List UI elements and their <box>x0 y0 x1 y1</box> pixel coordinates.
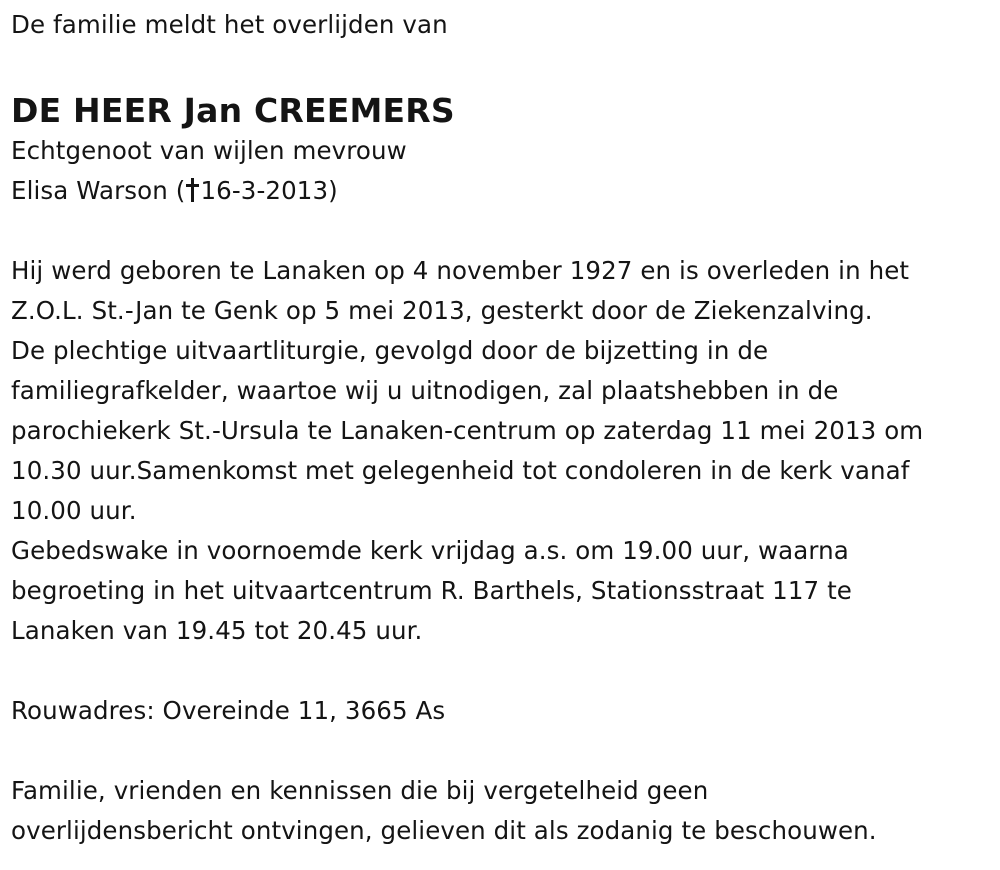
spouse-line-suffix: ) <box>328 176 338 205</box>
cross-icon <box>186 178 199 203</box>
spacer <box>11 651 996 691</box>
spacer <box>11 211 996 251</box>
body-line: Gebedswake in voornoemde kerk vrijdag a.s. om 19.00 uur, waarna <box>11 536 849 565</box>
deceased-name-block <box>11 85 996 131</box>
body-line: Z.O.L. St.-Jan te Genk op 5 mei 2013, gesterkt door de Ziekenzalving. <box>11 296 873 325</box>
spouse-name: Elisa Warson ( <box>11 176 186 205</box>
mourning-address: Rouwadres: Overeinde 11, 3665 As <box>11 696 446 725</box>
body-line: 10.00 uur. <box>11 496 137 525</box>
spacer <box>11 731 996 771</box>
closing-line: overlijdensbericht ontvingen, gelieven dit als zodanig te beschouwen. <box>11 816 877 845</box>
closing-paragraph <box>11 771 996 851</box>
closing-line: Familie, vrienden en kennissen die bij vergetelheid geen <box>11 776 709 805</box>
death-notice <box>11 0 996 851</box>
body-line: Lanaken van 19.45 tot 20.45 uur. <box>11 616 423 645</box>
spouse-line-2 <box>11 171 996 211</box>
body-paragraph <box>11 251 996 651</box>
body-line: begroeting in het uitvaartcentrum R. Barthels, Stationsstraat 117 te <box>11 576 852 605</box>
deceased-name: DE HEER Jan CREEMERS <box>11 91 455 130</box>
spouse-death-date: 16-3-2013 <box>200 176 329 205</box>
intro-text: De familie meldt het overlijden van <box>11 10 448 39</box>
body-line: parochiekerk St.-Ursula te Lanaken-centrum op zaterdag 11 mei 2013 om <box>11 416 924 445</box>
spouse-line-1: Echtgenoot van wijlen mevrouw <box>11 136 407 165</box>
body-line: De plechtige uitvaartliturgie, gevolgd door de bijzetting in de <box>11 336 769 365</box>
body-line: 10.30 uur.Samenkomst met gelegenheid tot condoleren in de kerk vanaf <box>11 456 910 485</box>
body-line: Hij werd geboren te Lanaken op 4 november 1927 en is overleden in het <box>11 256 910 285</box>
body-line: familiegrafkelder, waartoe wij u uitnodigen, zal plaatshebben in de <box>11 376 839 405</box>
